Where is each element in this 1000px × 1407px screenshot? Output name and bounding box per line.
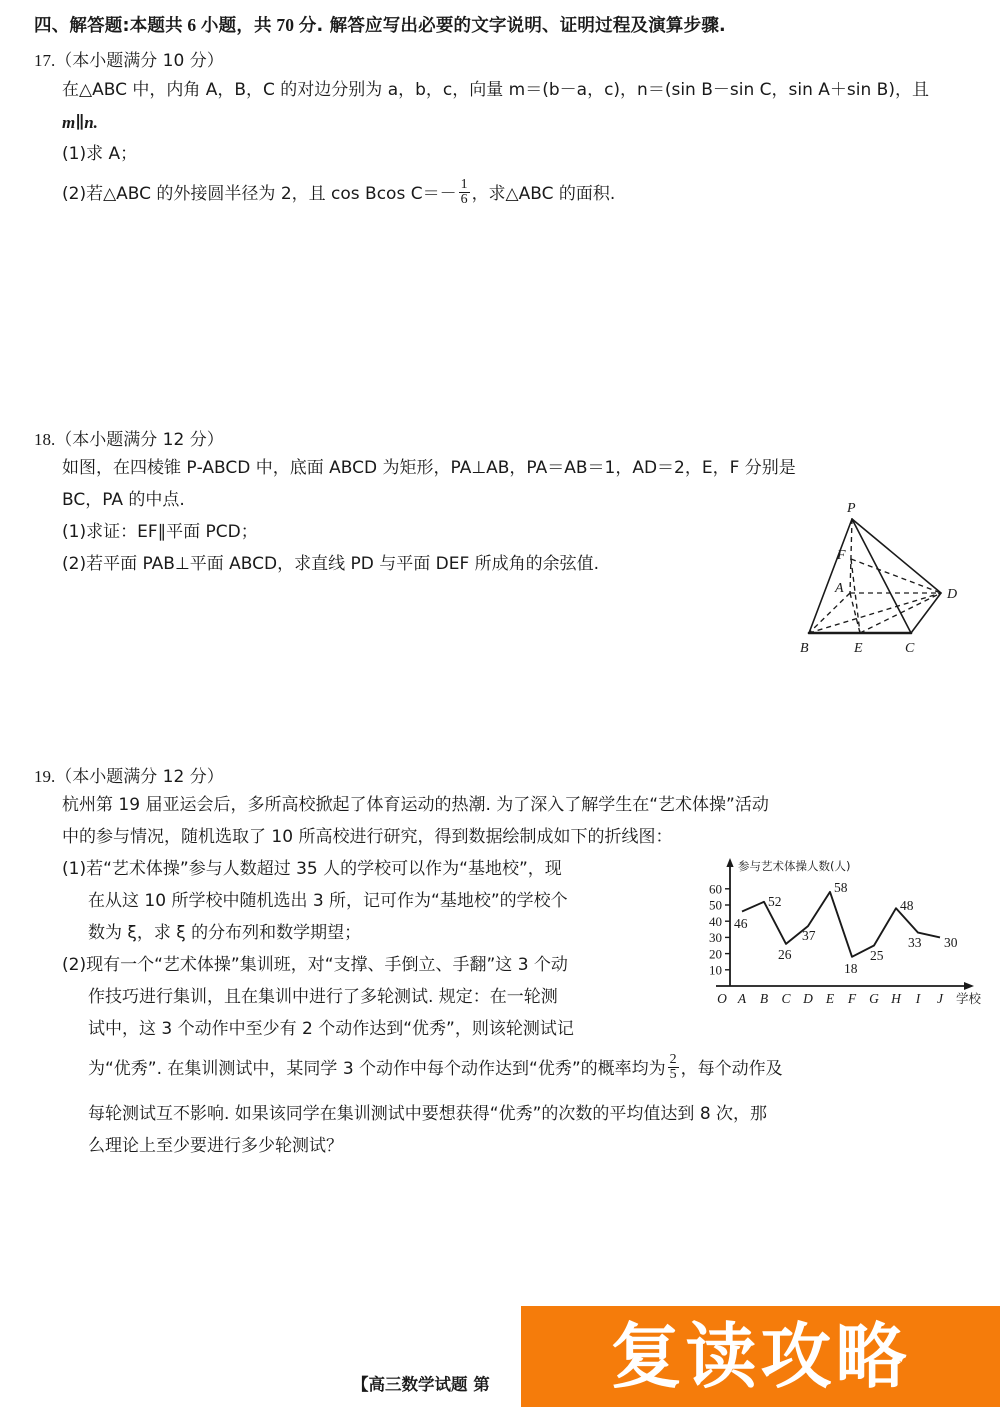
label-A: A [835, 581, 844, 596]
problem-19-marks: （本小题满分 12 分） [55, 767, 224, 787]
problem-17-part-2-before: (2)若△ABC 的外接圆半径为 2，且 cos Bcos C＝－ [62, 183, 457, 204]
problem-17-part-2-after: ，求△ABC 的面积. [471, 183, 616, 204]
point-label-J: 30 [944, 935, 958, 950]
problem-19-part-1-line-1: (1)若“艺术体操”参与人数超过 35 人的学校可以作为“基地校”，现 [62, 859, 562, 879]
section-heading-points: 70 [276, 15, 295, 35]
ytick-60: 60 [709, 881, 722, 897]
problem-19-part-1-line-3: 数为 ξ，求 ξ 的分布列和数学期望； [88, 923, 362, 943]
problem-18-part-1: (1)求证：EF∥平面 PCD； [62, 522, 258, 542]
xtick-G: G [869, 991, 879, 1006]
ytick-10: 10 [709, 962, 722, 978]
line-chart-svg [698, 856, 990, 1016]
problem-19-p2-before: 为“优秀”. 在集训测试中，某同学 3 个动作中每个动作达到“优秀”的概率均为 [88, 1058, 666, 1079]
ytick-40: 40 [709, 913, 722, 929]
section-heading-count: 6 [187, 15, 197, 35]
xtick-origin: O [717, 991, 727, 1006]
fraction-numerator: 2 [669, 1051, 677, 1067]
fraction-numerator: 1 [460, 176, 468, 192]
problem-19-number [34, 762, 224, 787]
xtick-C: C [781, 991, 791, 1006]
ytick-50: 50 [709, 897, 722, 913]
point-label-C: 26 [778, 947, 792, 962]
label-E: E [854, 641, 863, 656]
problem-19-part-2-line-3: 试中，这 3 个动作中至少有 2 个动作达到“优秀”，则该轮测试记 [88, 1019, 574, 1039]
xtick-F: F [847, 991, 857, 1006]
section-heading [34, 12, 726, 37]
chart-y-tick-labels [709, 882, 722, 978]
problem-19-fraction [668, 1053, 679, 1083]
chart-y-axis-title: 参与艺术体操人数(人) [738, 859, 851, 873]
fraction-denominator: 5 [669, 1067, 677, 1083]
section-heading-part1: 四、解答题 [34, 16, 123, 36]
section-heading-part2: 本题共 [129, 16, 183, 36]
problem-19-p2-after: ，每个动作及 [680, 1058, 783, 1079]
problem-18-part-2: (2)若平面 PAB⊥平面 ABCD，求直线 PD 与平面 DEF 所成角的余弦值. [62, 554, 600, 574]
problem-19-line-2: 中的参与情况，随机选取了 10 所高校进行研究，得到数据绘制成如下的折线图： [62, 827, 673, 847]
chart-x-axis-arrow [964, 982, 974, 990]
problem-17-index: 17. [34, 51, 56, 70]
section-heading-part3: 小题，共 [200, 16, 272, 36]
problem-18-index: 18. [34, 430, 56, 449]
xtick-J: J [937, 991, 943, 1006]
section-heading-sep: : [122, 16, 130, 36]
label-D: D [947, 587, 958, 602]
label-P: P [847, 501, 856, 516]
fraction-denominator: 6 [460, 192, 468, 208]
problem-19-part-2-line-2: 作技巧进行集训，且在集训中进行了多轮测试. 规定：在一轮测 [88, 987, 558, 1007]
pyramid-svg [784, 497, 996, 659]
xtick-E: E [825, 991, 835, 1006]
problem-17-part-2 [62, 176, 616, 210]
watermark-banner [521, 1306, 1000, 1407]
pyramid-figure-18 [784, 497, 996, 659]
problem-18-marks: （本小题满分 12 分） [55, 430, 224, 450]
problem-17-part-1: (1)求 A； [62, 144, 138, 164]
problem-17-marks: （本小题满分 10 分） [55, 51, 224, 71]
ytick-30: 30 [709, 930, 722, 946]
label-F: F [837, 548, 846, 563]
ytick-20: 20 [709, 946, 722, 962]
problem-17-number [34, 46, 224, 71]
chart-x-axis-title: 学校 [956, 991, 982, 1006]
point-label-D: 37 [802, 928, 816, 943]
point-label-G: 25 [870, 948, 884, 963]
problem-19-index: 19. [34, 767, 56, 786]
problem-18-line-2: BC，PA 的中点. [62, 490, 185, 510]
problem-18-line-1: 如图，在四棱锥 P‐ABCD 中，底面 ABCD 为矩形，PA⊥AB，PA＝AB＝1，AD＝2，E，F 分别是 [62, 458, 796, 478]
xtick-I: I [915, 991, 921, 1006]
problem-17-line-2: m∥n. [62, 113, 98, 132]
xtick-D: D [803, 991, 813, 1006]
xtick-A: A [737, 991, 747, 1006]
point-label-I: 33 [908, 935, 922, 950]
label-C: C [905, 641, 915, 656]
chart-point-labels [734, 880, 958, 976]
xtick-B: B [759, 991, 769, 1006]
point-label-E: 58 [834, 880, 848, 895]
chart-x-tick-labels [717, 991, 944, 1006]
point-label-A: 46 [734, 916, 748, 931]
point-label-H: 48 [900, 898, 914, 913]
point-label-B: 52 [768, 894, 782, 909]
problem-19-line-1: 杭州第 19 届亚运会后，多所高校掀起了体育运动的热潮. 为了深入了解学生在“艺术体操”活动 [62, 795, 769, 815]
problem-17-fraction [459, 178, 470, 208]
point-label-F: 18 [844, 961, 858, 976]
problem-18-number [34, 425, 224, 450]
problem-17-line-1: 在△ABC 中，内角 A，B，C 的对边分别为 a，b，c，向量 m＝(b－a，c)，n＝(sin B－sin C，sin A＋sin B)，且 [62, 80, 929, 100]
label-B: B [800, 641, 809, 656]
problem-19-part-2-line-5: 每轮测试互不影响. 如果该同学在集训测试中要想获得“优秀”的次数的平均值达到 8 次，那 [88, 1104, 768, 1124]
line-chart-19 [698, 856, 990, 1016]
problem-19-part-2-line-4 [88, 1051, 783, 1085]
xtick-H: H [891, 991, 901, 1006]
problem-19-part-2-line-6: 么理论上至少要进行多少轮测试？ [88, 1136, 343, 1156]
page-footer: 【高三数学试题 第 [352, 1375, 490, 1394]
problem-19-part-2-line-1: (2)现有一个“艺术体操”集训班，对“支撑、手倒立、手翻”这 3 个动 [62, 955, 568, 975]
section-heading-part4: 分. 解答应写出必要的文字说明、证明过程及演算步骤. [298, 16, 726, 36]
problem-19-part-1-line-2: 在从这 10 所学校中随机选出 3 所，记可作为“基地校”的学校个 [88, 891, 568, 911]
watermark-text: 复读攻略 [610, 1315, 911, 1398]
chart-y-axis-arrow [726, 858, 733, 867]
